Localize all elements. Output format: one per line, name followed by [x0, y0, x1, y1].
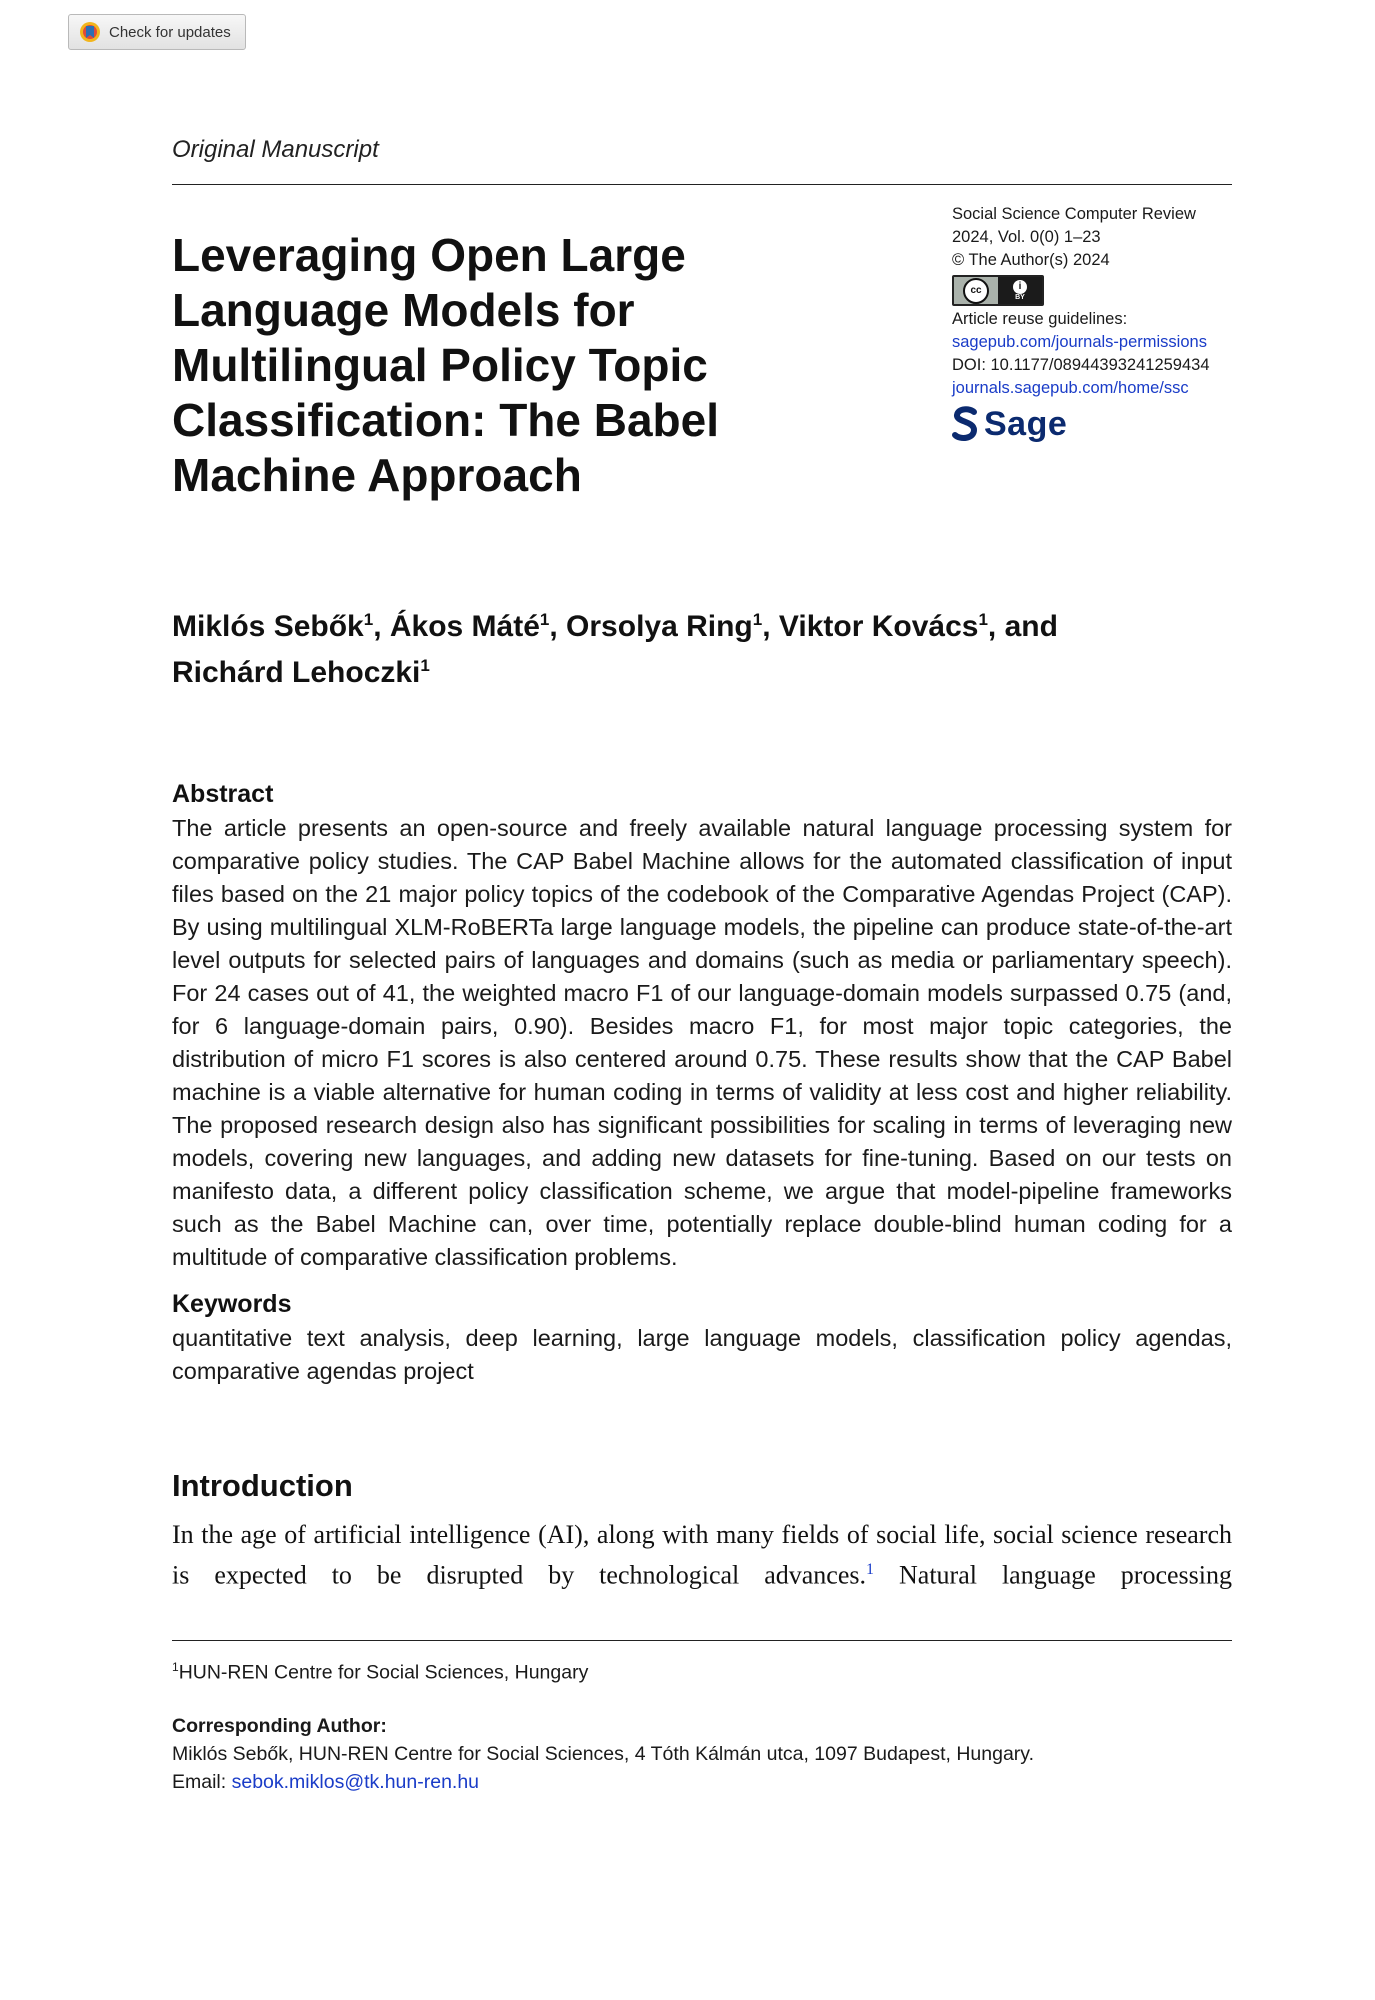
- intro-text-part: Natural language processing: [874, 1560, 1232, 1590]
- author-affiliation-mark: 1: [363, 610, 374, 629]
- author-separator: ,: [549, 610, 567, 643]
- reuse-guidelines-link[interactable]: sagepub.com/journals-permissions: [952, 333, 1207, 351]
- doi: DOI: 10.1177/08944393241259434: [952, 356, 1210, 374]
- author-separator: ,: [373, 610, 390, 643]
- cc-by-license-badge[interactable]: [952, 275, 1044, 306]
- attribution-icon: i: [1013, 280, 1027, 294]
- abstract-heading: Abstract: [172, 780, 274, 808]
- corresponding-author: [172, 1712, 1232, 1796]
- journal-copyright: © The Author(s) 2024: [952, 251, 1110, 269]
- footnote-ref-link[interactable]: 1: [866, 1561, 875, 1578]
- author-name: Orsolya Ring: [566, 610, 753, 643]
- sage-logo: [952, 406, 1242, 442]
- crossmark-icon: [79, 21, 101, 43]
- affiliation-text: HUN-REN Centre for Social Sciences, Hungary: [178, 1661, 589, 1684]
- journal-info: [952, 203, 1242, 442]
- check-for-updates-button[interactable]: [68, 14, 246, 50]
- author-affiliation-mark: 1: [420, 656, 430, 675]
- abstract-text: The article presents an open-source and freely available natural language processing system for comparative policy studies. The CAP Babel Machine allows for the automated classification of input files based on the 21 major policy topics of the codebook of the Comparative Agendas Project (CAP). By using multilingual XLM-RoBERTa large language models, the pipeline can produce state-of-the-art level outputs for selected pairs of languages and domains (such as media or parliamentary speech). For 24 cases out of 41, the weighted macro F1 of our language-domain models surpassed 0.75 (and, for 6 language-domain pairs, 0.90). Besides macro F1, for most major topic categories, the distribution of micro F1 scores is also centered around 0.75. These results show that the CAP Babel machine is a viable alternative for human coding in terms of validity at less cost and higher reliability. The proposed research design also has significant possibilities for scaling in terms of leveraging new models, covering new languages, and adding new datasets for fine-tuning. Based on our tests on manifesto data, a different policy classification scheme, we argue that model-pipeline frameworks such as the Babel Machine can, over time, potentially replace double-blind human coding for a multitude of comparative classification problems.: [172, 815, 1232, 1270]
- journal-homepage-link[interactable]: journals.sagepub.com/home/ssc: [952, 379, 1189, 397]
- affiliation-mark: 1: [172, 1660, 179, 1674]
- corresponding-author-label: Corresponding Author:: [172, 1715, 387, 1737]
- affiliation-note: [172, 1660, 588, 1685]
- keywords-text: quantitative text analysis, deep learning, large language models, classification policy agendas, comparative agendas project: [172, 1325, 1232, 1384]
- keywords-heading: Keywords: [172, 1290, 292, 1318]
- author-name: Miklós Sebők: [172, 610, 364, 643]
- cc-by-label: BY: [1015, 293, 1025, 301]
- manuscript-type: Original Manuscript: [172, 136, 379, 163]
- email-link[interactable]: sebok.miklos@tk.hun-ren.hu: [231, 1771, 480, 1793]
- author-name: Richárd Lehoczki: [172, 656, 421, 689]
- journal-name: Social Science Computer Review: [952, 205, 1196, 223]
- header-divider: [172, 184, 1232, 185]
- email-label: Email:: [172, 1771, 232, 1793]
- article-title: Leveraging Open Large Language Models for Multilingual Policy Topic Classification: The Babel Machine Approach: [172, 229, 720, 501]
- check-for-updates-label: Check for updates: [109, 23, 231, 41]
- introduction-heading: Introduction: [172, 1468, 353, 1503]
- author-affiliation-mark: 1: [752, 610, 763, 629]
- author-affiliation-mark: 1: [539, 610, 550, 629]
- introduction-text: [172, 1518, 1232, 1592]
- author-separator: ,: [762, 610, 779, 643]
- intro-text-part: In the age of artificial intelligence (AI), along with many fields of social life, social science research is expected to be disrupted by technological advances.: [172, 1520, 1232, 1590]
- author-affiliation-mark: 1: [978, 610, 988, 629]
- sage-wordmark: Sage: [984, 404, 1068, 443]
- author-separator: , and: [987, 610, 1058, 643]
- author-name: Ákos Máté: [389, 610, 540, 643]
- journal-volume: 2024, Vol. 0(0) 1–23: [952, 228, 1101, 246]
- sage-s-icon: [952, 406, 978, 442]
- author-list: [172, 600, 1232, 692]
- author-name: Viktor Kovács: [778, 610, 979, 643]
- creative-commons-icon: cc: [963, 278, 989, 304]
- footnote-divider: [172, 1640, 1232, 1641]
- reuse-guidelines-label: Article reuse guidelines:: [952, 310, 1128, 328]
- corresponding-author-text: Miklós Sebők, HUN-REN Centre for Social Sciences, 4 Tóth Kálmán utca, 1097 Budapest, Hungary.: [172, 1743, 1035, 1765]
